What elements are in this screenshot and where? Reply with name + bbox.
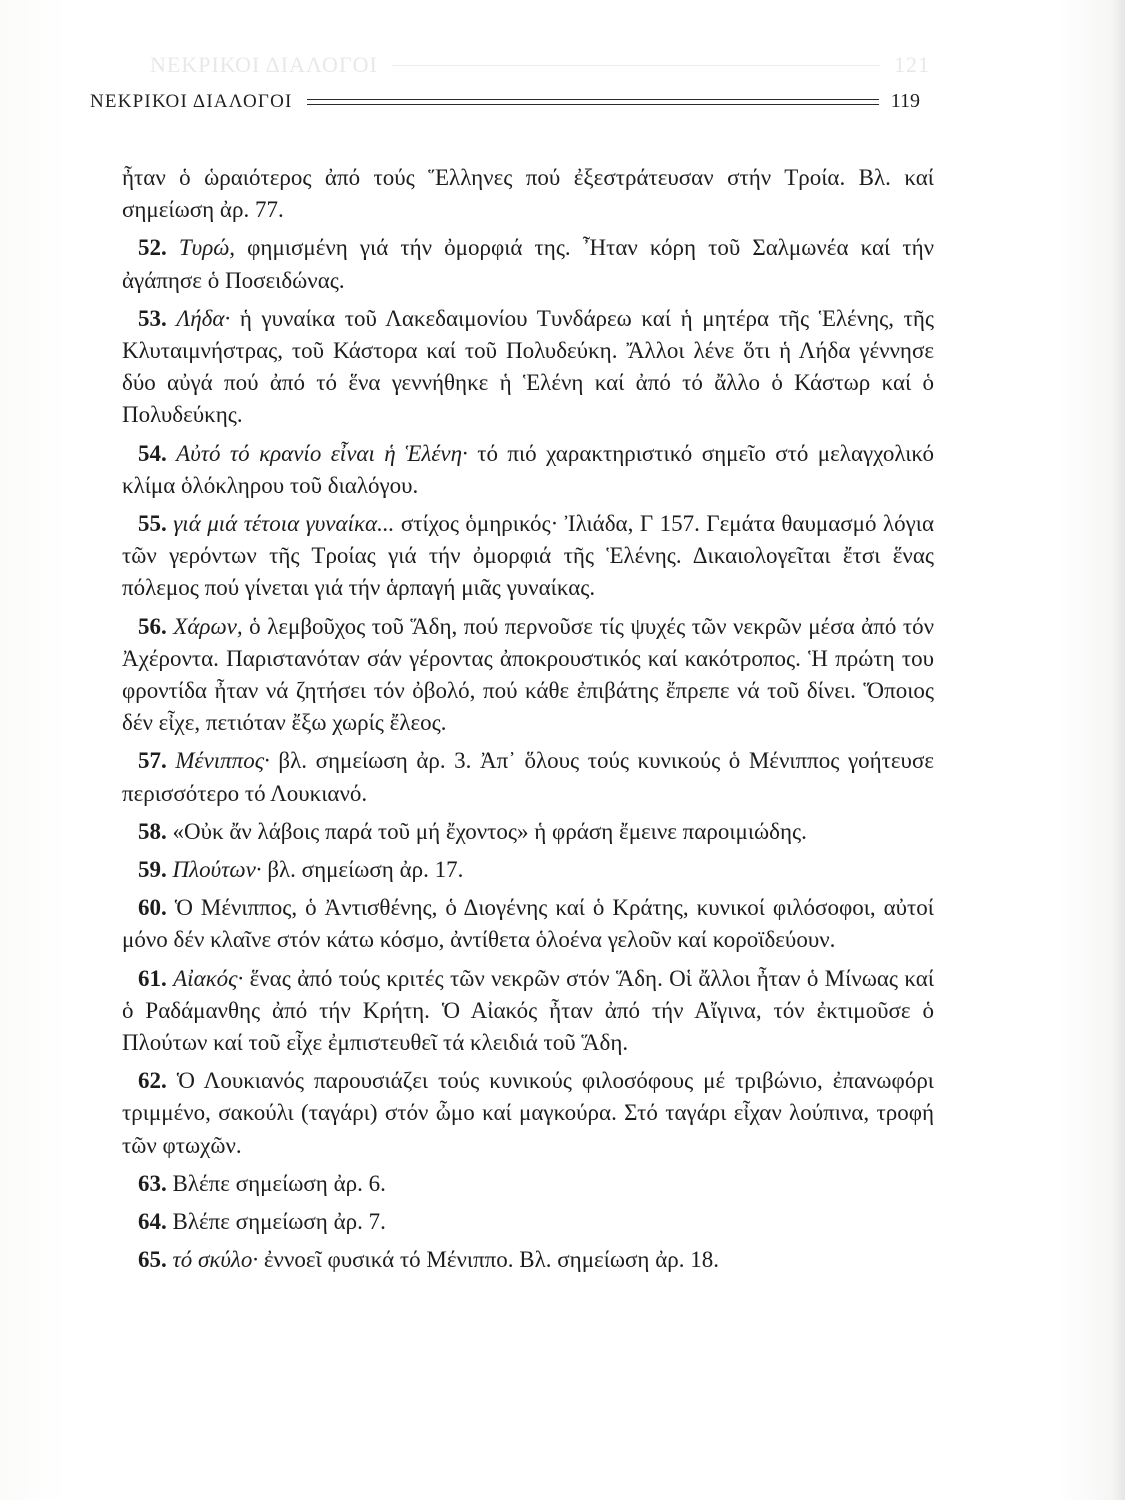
note-number: 65. — [138, 1247, 167, 1273]
note-lemma: Πλούτων· — [172, 857, 262, 883]
note-lemma: γιά μιά τέτοια γυναίκα... — [173, 511, 395, 537]
note-text: στίχος ὁμηρικός· Ἰλιάδα, Γ 157. Γεμάτα θαυμασμό λόγια τῶν γερόντων τῆς Τροίας γιά τήν ὀμορφιά τῆς Ἑλένης. Δικαιολογεῖται ἔτσι ἕνας πόλεμος πού γίνεται γιά τήν ἁρπαγή μιᾶς γυναίκας. — [122, 511, 935, 601]
notes-body — [122, 162, 934, 1283]
running-head-title: ΝΕΚΡΙΚΟΙ ΔΙΑΛΟΓΟΙ — [90, 90, 293, 112]
note-text: ὁ λεμβοῦχος τοῦ Ἅδη, πού περνοῦσε τίς ψυχές τῶν νεκρῶν μέσα ἀπό τόν Ἀχέροντα. Παριστανόταν σάν γέροντας ἀποκρουστικός καί κακότροπος. Ἡ πρώτη του φροντίδα ἦταν νά ζητήσει τόν ὀβολό, πού κάθε ἐπιβάτης ἔπρεπε νά τοῦ δίνει. Ὅποιος δέν εἶχε, πετιόταν ἔξω χωρίς ἔλεος. — [122, 613, 935, 736]
note-64 — [122, 1206, 934, 1238]
note-number: 58. — [138, 818, 167, 844]
note-text: ἐννοεῖ φυσικά τό Μένιππο. Βλ. σημείωση ἀρ. 18. — [258, 1247, 719, 1273]
continuation-paragraph: ἦταν ὁ ὡραιότερος ἀπό τούς Ἕλληνες πού ἐξεστράτευσαν στήν Τροία. Βλ. καί σημείωση ἀρ. 77. — [122, 165, 934, 223]
note-52 — [122, 232, 934, 296]
note-number: 53. — [138, 305, 167, 331]
note-number: 57. — [138, 748, 167, 774]
note-58 — [122, 816, 934, 848]
page-edge-shadow — [1111, 0, 1125, 1500]
note-number: 59. — [138, 857, 167, 883]
note-number: 62. — [138, 1068, 167, 1094]
note-63 — [122, 1168, 934, 1200]
note-text: βλ. σημείωση ἀρ. 3. Ἀπ᾿ ὅλους τούς κυνικούς ὁ Μένιππος γοήτευσε περισσότερο τό Λουκιανό. — [122, 748, 935, 806]
note-57 — [122, 745, 934, 809]
running-head — [90, 90, 920, 113]
note-lemma: Αἰακός· — [173, 965, 244, 991]
note-text: Ὁ Λουκιανός παρουσιάζει τούς κυνικούς φιλοσόφους μέ τριβώνιο, ἐπανωφόρι τριμμένο, σακούλι (ταγάρι) στόν ὦμο καί μαγκούρα. Στό ταγάρι εἶχαν λούπινα, τροφή τῶν φτωχῶν. — [122, 1068, 934, 1158]
double-rule — [307, 99, 879, 105]
note-number: 60. — [138, 895, 167, 921]
note-number: 54. — [138, 440, 167, 466]
note-55 — [122, 508, 934, 605]
note-lemma: Αὐτό τό κρανίο εἶναι ἡ Ἑλένη· — [176, 440, 468, 466]
ghost-page-number: 121 — [894, 52, 930, 77]
note-lemma: Λήδα· — [176, 305, 231, 331]
note-text: Βλέπε σημείωση ἀρ. 7. — [172, 1209, 386, 1235]
note-number: 63. — [138, 1170, 167, 1196]
note-62 — [122, 1065, 934, 1162]
note-number: 52. — [138, 235, 167, 261]
note-lemma: τό σκύλο· — [172, 1247, 259, 1273]
note-56 — [122, 611, 934, 740]
show-through-header — [150, 52, 930, 78]
note-59 — [122, 854, 934, 886]
ghost-title: ΝΕΚΡΙΚΟΙ ΔΙΑΛΟΓΟΙ — [150, 52, 378, 77]
note-text: Βλέπε σημείωση ἀρ. 6. — [172, 1170, 386, 1196]
note-text: ἕνας ἀπό τούς κριτές τῶν νεκρῶν στόν Ἅδη. Οἱ ἄλλοι ἦταν ὁ Μίνωας καί ὁ Ραδάμανθης ἀπό τήν Κρήτη. Ὁ Αἰακός ἦταν ἀπό τήν Αἴγινα, τόν ἐκτιμοῦσε ὁ Πλούτων καί τοῦ εἶχε ἐμπιστευθεῖ τά κλειδιά τοῦ Ἅδη. — [122, 965, 935, 1056]
note-lemma: Τυρώ, — [178, 235, 236, 261]
note-number: 56. — [138, 613, 167, 639]
note-text: ἡ γυναίκα τοῦ Λακεδαιμονίου Τυνδάρεω καί ἡ μητέρα τῆς Ἑλένης, τῆς Κλυταιμνήστρας, τοῦ Κάστορα καί τοῦ Πολυδεύκη. Ἄλλοι λένε ὅτι ἡ Λήδα γέννησε δύο αὐγά πού ἀπό τό ἕνα γεννήθηκε ἡ Ἑλένη καί ἀπό τό ἄλλο ὁ Κάστωρ καί ὁ Πολυδεύκης. — [122, 305, 934, 428]
note-text: «Οὐκ ἄν λάβοις παρά τοῦ μή ἔχοντος» ἡ φράση ἔμεινε παροιμιώδης. — [172, 818, 807, 844]
note-text: φημισμένη γιά τήν ὀμορφιά της. Ἦταν κόρη τοῦ Σαλμωνέα καί τήν ἀγάπησε ὁ Ποσειδώνας. — [122, 235, 934, 293]
note-text: τό πιό χαρακτηριστικό σημεῖο στό μελαγχολικό κλίμα ὁλόκληρου τοῦ διαλόγου. — [122, 440, 934, 498]
note-54 — [122, 438, 934, 502]
note-text: Ὁ Μένιππος, ὁ Ἀντισθένης, ὁ Διογένης καί ὁ Κράτης, κυνικοί φιλόσοφοι, αὐτοί μόνο δέν κλαῖνε στόν κάτω κόσμο, ἀντίθετα ὁλοένα γελοῦν καί κοροϊδεύουν. — [122, 895, 934, 953]
note-text: βλ. σημείωση ἀρ. 17. — [261, 857, 464, 883]
note-lemma: Μένιππος· — [175, 748, 270, 774]
note-lemma: Χάρων, — [173, 613, 243, 639]
note-number: 55. — [138, 511, 167, 537]
ghost-rule — [392, 65, 880, 66]
note-number: 61. — [138, 965, 167, 991]
note-61 — [122, 963, 934, 1060]
note-65 — [122, 1244, 934, 1276]
note-60 — [122, 892, 934, 956]
note-number: 64. — [138, 1209, 167, 1235]
page-number: 119 — [890, 90, 920, 112]
note-53 — [122, 303, 934, 432]
